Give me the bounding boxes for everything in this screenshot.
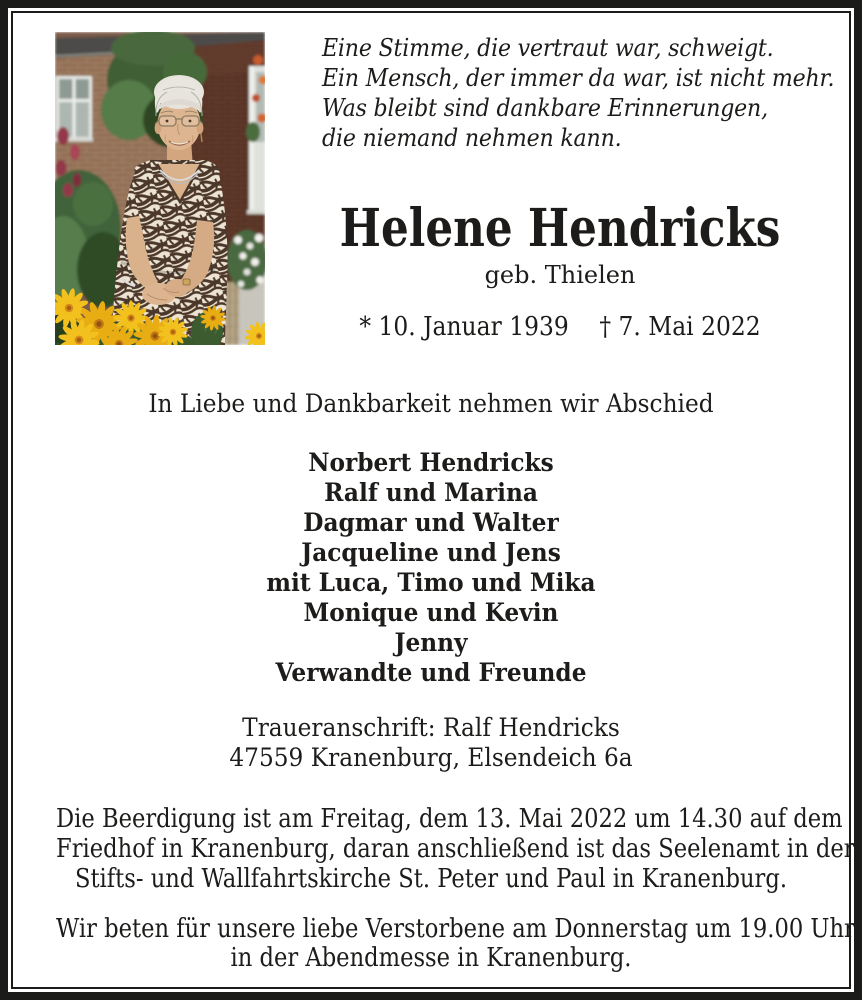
- mourner-line: mit Luca, Timo und Mika: [266, 568, 596, 597]
- memorial-verse: [322, 33, 834, 153]
- mourner-line: Ralf und Marina: [324, 478, 538, 507]
- birth-date: * 10. Januar 1939: [359, 312, 569, 342]
- deceased-name: Helene Hendricks: [339, 198, 781, 259]
- death-date: † 7. Mai 2022: [599, 312, 761, 342]
- portrait-photo: [55, 32, 265, 345]
- prayer-info: [56, 914, 855, 973]
- funeral-line: Stifts- und Wallfahrtskirche St. Peter und Paul in Kranenburg.: [74, 864, 788, 894]
- mourner-line: Verwandte und Freunde: [275, 658, 587, 687]
- farewell-line: In Liebe und Dankbarkeit nehmen wir Abschied: [148, 389, 714, 418]
- verse-line: Was bleibt sind dankbare Erinnerungen,: [322, 94, 768, 122]
- maiden-name: geb. Thielen: [484, 261, 636, 289]
- mourners-list: [30, 448, 832, 688]
- prayer-line: in der Abendmesse in Kranenburg.: [230, 943, 632, 973]
- mourner-line: Jacqueline und Jens: [301, 538, 561, 567]
- funeral-line: Die Beerdigung ist am Freitag, dem 13. Mai 2022 um 14.30 auf dem: [56, 804, 843, 834]
- mourning-address: [30, 713, 832, 773]
- mourner-line: Monique und Kevin: [303, 598, 559, 627]
- mourner-line: Dagmar und Walter: [303, 508, 559, 537]
- address-line: 47559 Kranenburg, Elsendeich 6a: [229, 743, 633, 772]
- mourner-line: Jenny: [394, 628, 468, 657]
- address-line: Traueranschrift: Ralf Hendricks: [242, 713, 620, 742]
- life-dates: [317, 312, 803, 342]
- funeral-info: [56, 804, 855, 894]
- verse-line: Eine Stimme, die vertraut war, schweigt.: [322, 34, 774, 62]
- verse-line: die niemand nehmen kann.: [322, 124, 622, 152]
- prayer-line: Wir beten für unsere liebe Verstorbene am Donnerstag um 19.00 Uhr: [56, 914, 855, 944]
- verse-line: Ein Mensch, der immer da war, ist nicht mehr.: [322, 64, 835, 92]
- funeral-line: Friedhof in Kranenburg, daran anschließend ist das Seelenamt in der: [56, 834, 855, 864]
- portrait-photo-illustration: [55, 32, 265, 345]
- mourner-line: Norbert Hendricks: [308, 448, 554, 477]
